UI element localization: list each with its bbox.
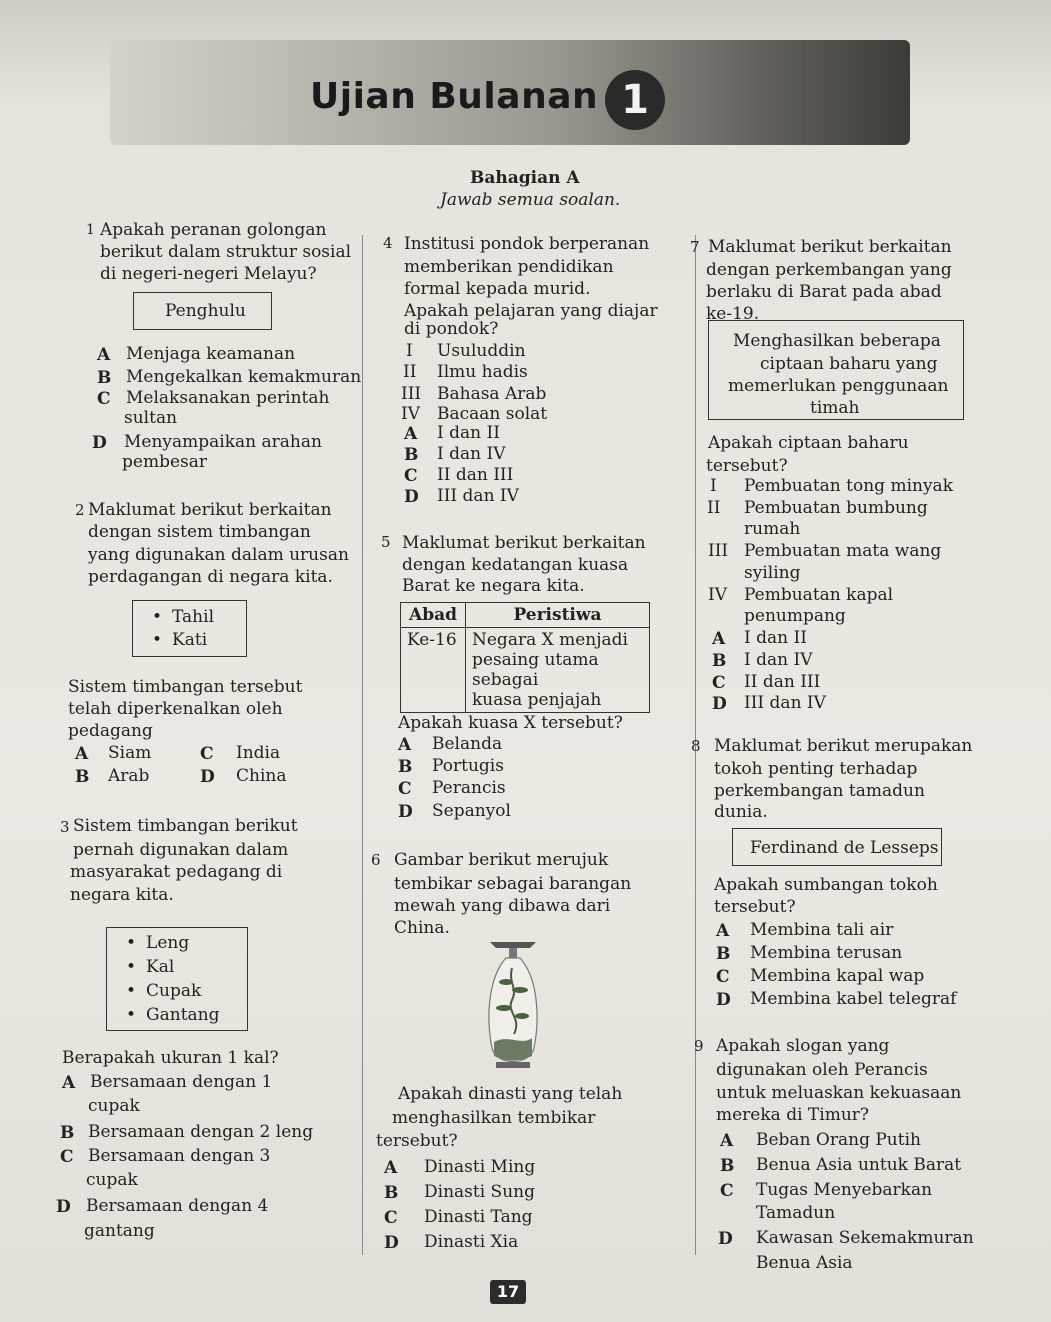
q9-option-letter: D [718,1229,733,1249]
q7-text-line: ke-19. [706,304,760,324]
q8-option-b: Membina terusan [750,943,903,963]
q2-text-line: Maklumat berikut berkaitan [88,500,332,520]
q3-option-a: Bersamaan dengan 1 [90,1072,273,1092]
q3-option-letter: D [56,1197,71,1217]
q7-item-roman: IV [708,585,727,605]
q6-option-a: Dinasti Ming [424,1157,536,1177]
q7-item-cont: syiling [744,563,801,583]
q7-info-text: Menghasilkan beberapa [733,331,941,351]
q7-item-roman: II [707,498,721,518]
q4-option-c: II dan III [437,465,514,485]
q8-option-letter: A [716,921,730,941]
q7-text-line: dengan perkembangan yang [706,260,952,280]
q1-option-b: Mengekalkan kemakmuran [126,367,362,387]
q1-number: 1 [86,222,95,238]
q6-text-line: mewah yang dibawa dari [394,896,611,916]
q5-table-cell-abad: Ke-16 [401,628,466,713]
q3-question: Berapakah ukuran 1 kal? [62,1048,279,1068]
q5-peristiwa-line: Negara X menjadi [472,630,628,650]
q2-option-letter: A [75,744,89,764]
q5-table-header: Peristiwa [466,603,650,628]
q7-item: Pembuatan bumbung [744,498,928,518]
q7-option-b: I dan IV [744,650,813,670]
q3-bullet: • Leng [126,933,189,953]
q3-option-letter: B [60,1123,75,1143]
q3-option-b: Bersamaan dengan 2 leng [88,1122,314,1142]
q4-number: 4 [383,234,393,252]
q8-number: 8 [691,737,701,755]
q4-option-d: III dan IV [437,486,519,506]
q4-item: Usuluddin [437,341,526,361]
q6-option-d: Dinasti Xia [424,1232,519,1252]
q1-text-line: Apakah peranan golongan [100,220,327,240]
section-instruction: Jawab semua soalan. [440,190,621,210]
q1-option-d: Menyampaikan arahan [124,432,322,452]
q4-option-letter: C [404,466,418,486]
q9-option-letter: A [720,1131,734,1151]
q1-option-letter: C [97,389,111,409]
q7-item-cont: penumpang [744,606,846,626]
q5-option-letter: D [398,802,413,822]
q5-question: Apakah kuasa X tersebut? [398,713,623,733]
q4-item: Ilmu hadis [437,362,528,382]
q6-option-letter: D [384,1233,399,1253]
q3-option-c: Bersamaan dengan 3 [88,1146,271,1166]
q9-option-c: Tugas Menyebarkan [756,1180,933,1200]
q5-table-header: Abad [401,603,466,628]
q4-option-letter: D [404,487,419,507]
q6-option-c: Dinasti Tang [424,1207,533,1227]
q2-text-line: perdagangan di negara kita. [88,567,333,587]
q2-option-d: China [236,766,287,786]
q3-number: 3 [60,818,70,836]
q4-item: Bacaan solat [437,404,548,424]
q1-option-c: Melaksanakan perintah [126,388,330,408]
q3-option-d-cont: gantang [84,1221,155,1241]
q4-option-letter: A [404,424,418,444]
q7-option-letter: A [712,629,726,649]
q6-question: Apakah dinasti yang telah [398,1084,623,1104]
page-number: 17 [490,1280,526,1304]
q3-option-a-cont: cupak [88,1096,140,1116]
q2-option-a: Siam [108,743,152,763]
q5-option-a: Belanda [432,734,503,754]
q7-item-roman: III [708,541,729,561]
q5-option-c: Perancis [432,778,506,798]
q8-question: Apakah sumbangan tokoh [714,875,938,895]
q4-item: Bahasa Arab [437,384,547,404]
q8-text-line: dunia. [714,802,768,822]
q3-option-c-cont: cupak [86,1170,138,1190]
q9-option-c-cont: Tamadun [756,1203,836,1223]
q9-number: 9 [694,1037,704,1055]
q4-text-line: Institusi pondok berperanan [404,234,650,254]
q5-option-letter: B [398,757,413,777]
q7-question: tersebut? [706,456,788,476]
q2-text-line: dengan sistem timbangan [88,522,311,542]
q8-info-text: Ferdinand de Lesseps [750,838,939,858]
q3-text-line: Sistem timbangan berikut [73,816,298,836]
q5-peristiwa-line: pesaing utama sebagai [472,650,599,690]
q1-option-a: Menjaga keamanan [126,344,296,364]
q3-option-letter: C [60,1147,74,1167]
q1-option-letter: B [97,368,112,388]
q3-text-line: pernah digunakan dalam [73,840,289,860]
q8-option-letter: B [716,944,731,964]
porcelain-vase-image [478,938,548,1078]
q5-number: 5 [381,533,391,551]
q2-option-letter: C [200,744,214,764]
q5-option-b: Portugis [432,756,504,776]
q5-peristiwa-line: kuasa penjajah [472,690,602,710]
q9-text-line: digunakan oleh Perancis [716,1060,928,1080]
q9-option-b: Benua Asia untuk Barat [756,1155,962,1175]
q8-option-c: Membina kapal wap [750,966,925,986]
q5-text-line: Maklumat berikut berkaitan [402,533,646,553]
q8-question: tersebut? [714,897,796,917]
q9-option-a: Beban Orang Putih [756,1130,921,1150]
q3-bullet: • Gantang [126,1005,220,1025]
q7-info-text: memerlukan penggunaan [728,376,949,396]
q7-option-letter: D [712,694,727,714]
q6-option-letter: A [384,1158,398,1178]
q4-text-line: memberikan pendidikan [404,257,614,277]
q4-option-letter: B [404,445,419,465]
title-badge: 1 [605,70,665,130]
q7-number: 7 [690,238,700,256]
page-title: Ujian Bulanan [310,76,599,117]
q3-text-line: masyarakat pedagang di [70,862,283,882]
q3-bullet: • Kal [126,957,174,977]
q1-text-line: berikut dalam struktur sosial [100,242,352,262]
q3-option-letter: A [62,1073,76,1093]
q5-option-letter: A [398,735,412,755]
q9-text-line: untuk meluaskan kekuasaan [716,1083,962,1103]
q8-text-line: perkembangan tamadun [714,781,925,801]
q8-option-letter: C [716,967,730,987]
q2-option-letter: D [200,767,215,787]
q4-text-line: Apakah pelajaran yang diajar [404,301,658,321]
q6-number: 6 [371,851,381,869]
q2-option-c: India [236,743,281,763]
q7-item: Pembuatan mata wang [744,541,942,561]
q6-question: menghasilkan tembikar [392,1108,596,1128]
q7-text-line: Maklumat berikut berkaitan [708,237,952,257]
q5-option-d: Sepanyol [432,801,511,821]
q2-option-letter: B [75,767,90,787]
q3-bullet: • Cupak [126,981,201,1001]
q9-text-line: mereka di Timur? [716,1105,870,1125]
q9-option-d: Kawasan Sekemakmuran [756,1228,974,1248]
q7-info-text: timah [810,398,860,418]
q3-text-line: negara kita. [70,885,174,905]
q7-item: Pembuatan kapal [744,585,894,605]
q2-bullet: • Kati [152,630,207,650]
q7-item-cont: rumah [744,519,801,539]
q2-stem: Sistem timbangan tersebut [68,677,303,697]
q1-option-d-cont: pembesar [122,452,207,472]
q4-option-a: I dan II [437,423,500,443]
q2-bullet: • Tahil [152,607,214,627]
q2-stem: pedagang [68,721,153,741]
q7-info-text: ciptaan baharu yang [760,354,938,374]
q6-option-letter: C [384,1208,398,1228]
q4-option-b: I dan IV [437,444,506,464]
q7-question: Apakah ciptaan baharu [708,433,909,453]
q9-option-d-cont: Benua Asia [756,1253,853,1273]
q4-item-roman: I [406,341,413,361]
q7-item-roman: I [710,476,717,496]
q6-text-line: tembikar sebagai barangan [394,874,632,894]
q6-option-b: Dinasti Sung [424,1182,535,1202]
q7-text-line: berlaku di Barat pada abad [706,282,942,302]
q1-info-text: Penghulu [165,301,246,321]
q7-option-a: I dan II [744,628,807,648]
q6-text-line: Gambar berikut merujuk [394,850,609,870]
q9-option-letter: B [720,1156,735,1176]
q1-text-line: di negeri-negeri Melayu? [100,264,317,284]
q2-number: 2 [75,501,85,519]
q7-option-letter: B [712,651,727,671]
q8-text-line: tokoh penting terhadap [714,759,918,779]
q1-option-letter: A [97,345,111,365]
q6-question: tersebut? [376,1131,458,1151]
q5-option-letter: C [398,779,412,799]
q5-table-cell-peristiwa [466,628,650,713]
q2-stem: telah diperkenalkan oleh [68,699,283,719]
q4-item-roman: II [403,362,417,382]
q8-text-line: Maklumat berikut merupakan [714,736,973,756]
q4-item-roman: III [401,384,422,404]
q5-text-line: Barat ke negara kita. [402,576,585,596]
q7-option-c: II dan III [744,672,821,692]
q2-option-b: Arab [108,766,150,786]
q7-option-d: III dan IV [744,693,826,713]
section-title: Bahagian A [470,168,580,188]
q4-item-roman: IV [401,404,420,424]
q5-text-line: dengan kedatangan kuasa [402,555,629,575]
q4-text-line: formal kepada murid. [404,279,591,299]
q1-option-c-cont: sultan [124,408,178,428]
q3-option-d: Bersamaan dengan 4 [86,1196,269,1216]
q9-option-letter: C [720,1181,734,1201]
q7-item: Pembuatan tong minyak [744,476,953,496]
q9-text-line: Apakah slogan yang [716,1036,890,1056]
q4-text-line: di pondok? [404,319,499,339]
q6-option-letter: B [384,1183,399,1203]
q1-option-letter: D [92,433,107,453]
q8-option-d: Membina kabel telegraf [750,989,957,1009]
q8-option-letter: D [716,990,731,1010]
column-divider-1 [362,235,363,1255]
q6-text-line: China. [394,918,450,938]
q7-option-letter: C [712,673,726,693]
q8-option-a: Membina tali air [750,920,894,940]
q5-table [400,602,650,713]
q2-text-line: yang digunakan dalam urusan [88,545,349,565]
